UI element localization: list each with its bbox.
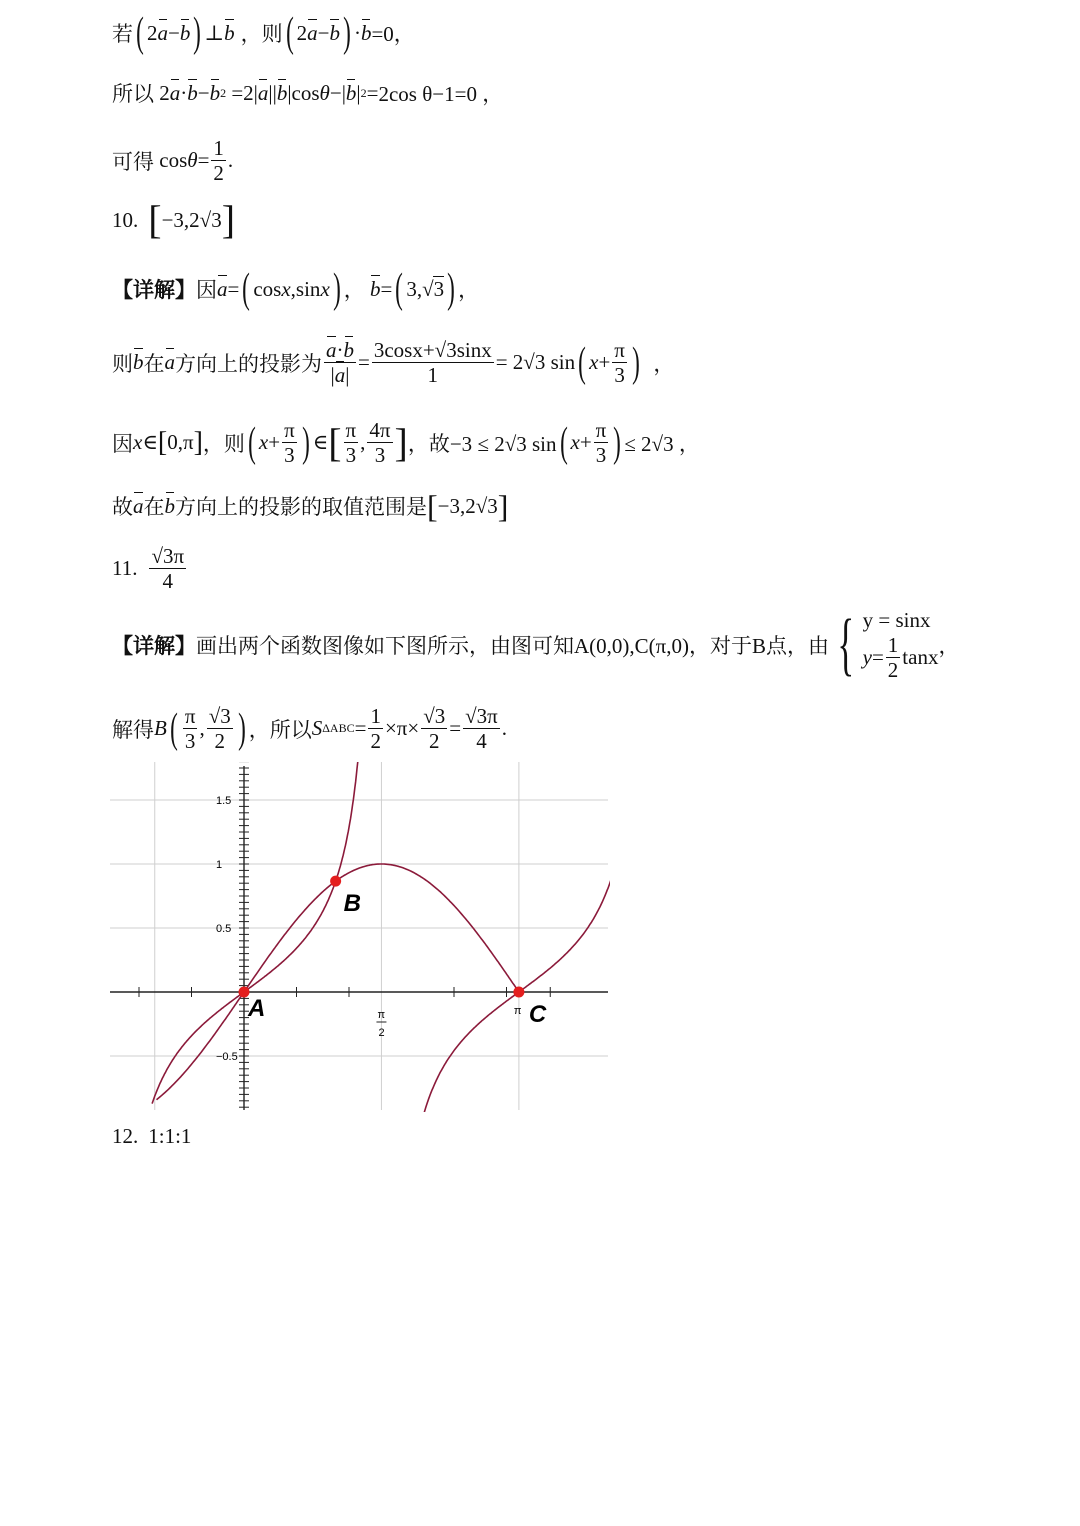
answer: 1:1:1 bbox=[148, 1124, 192, 1148]
line-area: 解得 B ( $\frac{\pi}{3}$ , $\frac{√3}{2}$ ) ，所以 S ΔABC = $\frac{1}{2}$ ×π× $\frac{√3}{2}$ = $\frac{√3\pi}{4}$ . bbox=[112, 704, 508, 754]
text: ≤ 2√3 ， bbox=[624, 431, 700, 456]
text: 因 bbox=[196, 278, 217, 302]
text: 故 bbox=[112, 495, 133, 519]
tick-labels bbox=[216, 795, 522, 1063]
denominator: 2 bbox=[213, 161, 224, 186]
line-projection: 则 b 在 a 方向上的投影为 $\frac{a\cdot b}{|a|}$ = $\frac{3\cos x+√3\sin x}{1}$ = 2√3 sin ( x + $\frac{\pi}{3}$ ) ， bbox=[112, 338, 675, 388]
x-tick-label: π bbox=[377, 1009, 386, 1021]
text: 因 bbox=[112, 431, 133, 456]
text: 故−3 ≤ 2√3 sin bbox=[428, 431, 557, 456]
text: = bbox=[354, 716, 367, 741]
axes bbox=[110, 762, 608, 1112]
answer: −3,2√3 bbox=[161, 207, 222, 232]
function-graph bbox=[110, 762, 610, 1112]
text: θ bbox=[187, 148, 198, 173]
equation: y = sinx bbox=[862, 608, 931, 632]
x-tick-label: π bbox=[513, 1005, 522, 1017]
subscript: ΔABC bbox=[322, 721, 355, 736]
x-tick-label: 2 bbox=[378, 1027, 385, 1039]
fraction bbox=[372, 338, 494, 387]
text: 可得 bbox=[112, 149, 154, 174]
text: cos bbox=[159, 148, 188, 173]
line-conclusion: 故 a 在 b 方向上的投影的取值范围是 [ −3,2√3 ] bbox=[112, 488, 509, 524]
text: 所以 bbox=[112, 82, 154, 106]
point-label: B bbox=[343, 890, 361, 918]
denominator: 1 bbox=[427, 363, 439, 388]
y-tick-label: −0.5 bbox=[216, 1051, 238, 1063]
text: . bbox=[227, 148, 234, 173]
text: =0， bbox=[371, 22, 415, 46]
line-vectors: 【详解】 因 a = ( cos x ,sin x ) ， b = ( 3,√ 3 ) ， bbox=[112, 266, 480, 312]
line-range: 因 x ∈ [ 0,π ] ， 则 ( x + $\frac{\pi}{3}$ ) ∈ [ $\frac{\pi}{3}$ , $\frac{4\pi}{3}$ ] ， 故−3 ≤ 2√3 sin ( x + $\frac{\pi}{3}$ ) ≤ 2√3 ， bbox=[112, 418, 700, 468]
text: 在 bbox=[143, 351, 165, 376]
detail-label: 【详解】 bbox=[112, 634, 196, 659]
line-cos-result bbox=[112, 136, 233, 185]
text: 则 bbox=[112, 351, 133, 376]
equation-tail: tanx bbox=[902, 645, 939, 670]
numerator: 1 bbox=[213, 136, 224, 160]
answer-11 bbox=[112, 544, 188, 593]
text: 解得 bbox=[112, 717, 154, 742]
line-dot-product: 所以 2 a · b − b 2 =2| a || b |cos θ −| b | 2 = 2cos θ−1=0 ， bbox=[112, 78, 503, 108]
point-label: B bbox=[154, 716, 167, 741]
text: 画出两个函数图像如下图所示，由图可知 bbox=[196, 634, 574, 659]
area-symbol: S bbox=[311, 716, 323, 741]
denominator: 4 bbox=[162, 569, 174, 594]
question-number: 11. bbox=[112, 556, 138, 581]
text: = 2√3 sin bbox=[495, 350, 576, 375]
equation-system bbox=[863, 608, 939, 682]
text: 则 bbox=[223, 431, 245, 456]
numerator: 3cosx+√3sinx bbox=[373, 338, 492, 362]
numerator: √3π bbox=[151, 544, 185, 568]
text: 若 bbox=[112, 22, 133, 46]
question-number: 10. bbox=[112, 207, 139, 232]
line-perpendicular: 若 ( 2 a − b ) ⊥ b ，则 ( 2 a − b ) · b =0， bbox=[112, 10, 415, 56]
answer-10: 10. [ −3,2√3 ] bbox=[112, 197, 236, 242]
fraction bbox=[211, 136, 226, 185]
grid bbox=[110, 762, 608, 1110]
text: ，则 bbox=[240, 22, 283, 46]
point-marker bbox=[330, 876, 341, 887]
point-label: A bbox=[248, 995, 266, 1022]
detail-label: 【详解】 bbox=[112, 278, 196, 302]
half-tan-curve bbox=[152, 762, 359, 1104]
sin-curve bbox=[157, 864, 519, 1100]
text: 方向上的投影的取值范围是 bbox=[175, 495, 427, 519]
point-label: C bbox=[528, 1001, 547, 1028]
text: = bbox=[197, 148, 210, 173]
line-graph-intro: 【详解】 画出两个函数图像如下图所示，由图可知 A(0,0),C(π,0)，对于B点，由 { y = sinx y = $\frac{1}{2}$ tanx ， bbox=[112, 606, 960, 684]
y-tick-label: 1.5 bbox=[216, 795, 232, 807]
y-tick-label: 0.5 bbox=[216, 923, 232, 935]
equation: y = $\frac{1}{2}$ tanx bbox=[862, 633, 939, 683]
point-marker bbox=[513, 987, 524, 998]
text: 2cos θ−1=0 ， bbox=[378, 82, 504, 106]
text: 方向上的投影为 bbox=[175, 351, 322, 376]
text: A(0,0),C(π,0)，对于B点，由 bbox=[574, 634, 830, 659]
text: 在 bbox=[143, 495, 165, 519]
fraction: $\frac{a\cdot b}{|a|}$ bbox=[326, 338, 354, 388]
y-tick-label: 1 bbox=[216, 859, 223, 871]
answer-12 bbox=[112, 1124, 191, 1149]
range: −3,2√3 bbox=[437, 493, 498, 518]
fraction bbox=[149, 544, 186, 593]
text: ，所以 bbox=[248, 717, 312, 742]
question-number: 12. bbox=[112, 1124, 139, 1148]
